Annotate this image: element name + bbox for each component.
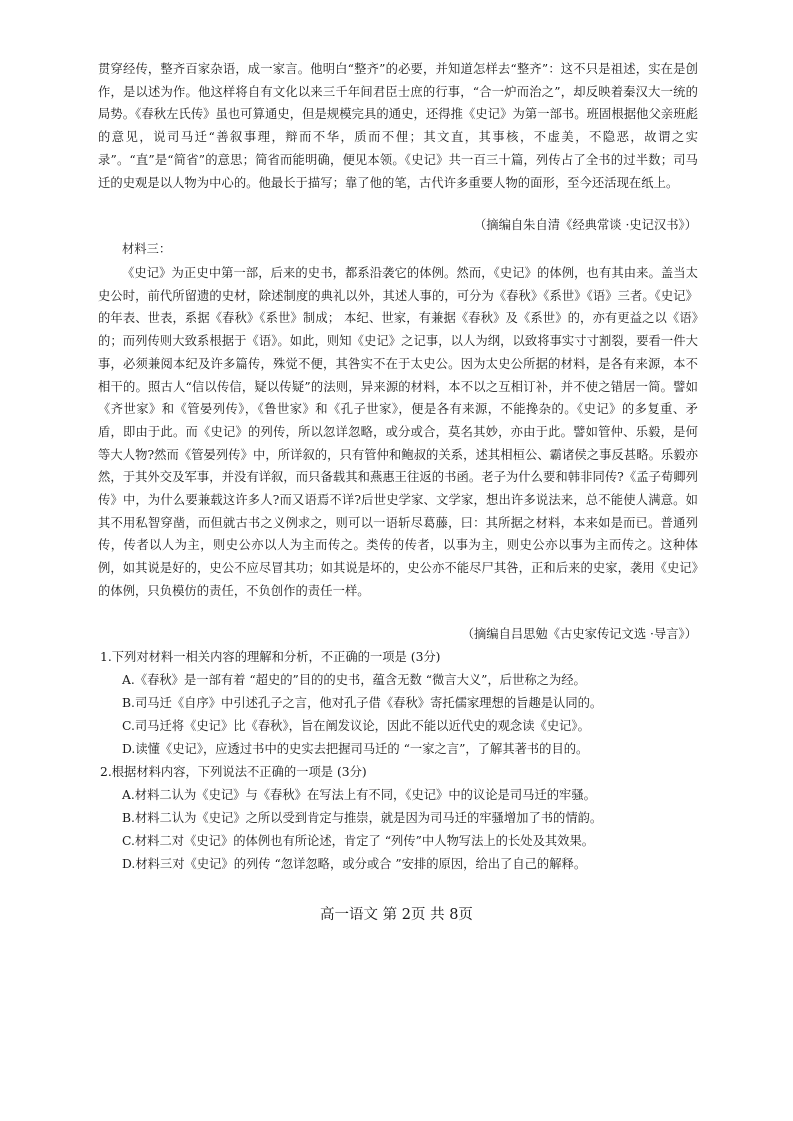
question-1-option-b: B.司马迁《自序》中引述孔子之言，他对孔子借《春秋》寄托儒家理想的旨趣是认同的。: [122, 696, 603, 710]
question-2-option-b: B.材料二认为《史记》之所以受到肯定与推崇，就是因为司马迁的牢骚增加了书的情韵。: [122, 811, 603, 825]
question-1-option-c: C.司马迁将《史记》比《春秋》，旨在阐发议论，因此不能以近代史的观念读《史记》。: [122, 719, 590, 733]
material3-source: （摘编自吕思勉《古史家传记文选 ·导言》）: [461, 627, 697, 641]
question-1-option-a: A.《春秋》是一部有着 “超史的”目的的史书，蕴含无数 “微言大义”，后世称之为经。: [122, 673, 586, 687]
question-2-option-c: C.材料二对《史记》的体例也有所论述，肯定了 “列传”中人物写法上的长处及其效果。: [122, 834, 595, 848]
question-1-option-d: D.读懂《史记》，应透过书中的史实去把握司马迁的 “一家之言”，了解其著书的目的。: [122, 742, 589, 756]
question-2-option-d: D.材料三对《史记》的列传 “忽详忽略，或分或合 ”安排的原因，给出了自己的解释。: [122, 857, 587, 871]
page-footer: 高一语文 第 2页 共 8页: [320, 907, 473, 923]
material2-source: （摘编自朱自清《经典常谈 ·史记汉书》）: [473, 218, 697, 232]
material2-paragraph-end: 贯穿经传，整齐百家杂语，成一家言。他明白“整齐”的必要，并知道怎样去“整齐”：这不只是祖述，实在是创作，是以述为作。他这样将自有文化以来三千年间君臣士庶的行事，“合一炉而治之”，却反映着秦汉大一统的局势。《春秋左氏传》虽也可算通史，但是规模完具的通史，还得推《史记》为第一部书。班固根据他父亲班彪的意见，说司马迁“善叙事理，辩而不华，质而不俚；其文直，其事核，不虚美，不隐恶，故谓之实录”。“直”是“简省”的意思；简省而能明确，便见本领。《史记》共一百三十篇，列传占了全书的过半数；司马迁的史观是以人物为中心的。他最长于描写；靠了他的笔，古代许多重要人物的面形，至今还活现在纸上。: [98, 62, 698, 190]
question-2-stem: 2.根据材料内容，下列说法不正确的一项是 (3分): [100, 765, 367, 779]
material3-heading: 材料三：: [122, 242, 172, 256]
material3-paragraph: 《史记》为正史中第一部，后来的史书，都系沿袭它的体例。然而，《史记》的体例，也有其由来。盖当太史公时，前代所留遗的史材，除述制度的典礼以外，其述人事的，可分为《春秋》《系世》《语》三者。《史记》的年表、世表，系据《春秋》《系世》制成； 本纪、世家，有兼据《春秋》及《系世》的，亦有更益之以《语》的；而列传则大致系根据于《语》。如此，则知《史记》之记事，以人为纲，以致将事实寸寸割裂，要看一件大事，必须兼阅本纪及许多篇传，殊觉不便，其咎实不在于太史公。因为太史公所据的材料，是各有来源，本不相干的。照古人“信以传信，疑以传疑”的法则，异来源的材料，本不以之互相订补，并不使之错居一简。譬如《齐世家》和《管晏列传》，《鲁世家》和《孔子世家》，便是各有来源，不能搀杂的。《史记》的多复重、矛盾，即由于此。而《史记》的列传，所以忽详忽略，或分或合，莫名其妙，亦由于此。譬如管仲、乐毅，是何等大人物?然而《管晏列传》中，所详叙的，只有管仲和鲍叔的关系，述其相桓公、霸诸侯之事反甚略。乐毅亦然，于其外交及军事，并没有详叙，而只备载其和燕惠王往返的书函。老子为什么要和韩非同传?《孟子荀卿列传》中，为什么要兼载这许多人?而又语焉不详?后世史学家、文学家，想出许多说法来，总不能使人满意。如其不用私智穿凿，而但就古书之义例求之，则可以一语斩尽葛藤，曰：其所据之材料，本来如是而已。普通列传，传者以人为主，则史公亦以人为主而传之。类传的传者，以事为主，则史公亦以事为主而传之。这种体例，如其说是好的，史公不应尽冒其功；如其说是坏的，史公亦不能尽尸其咎，正和后来的史家，袭用《史记》的体例，只负模仿的责任，不负创作的责任一样。: [98, 266, 698, 598]
question-1-stem: 1.下列对材料一相关内容的理解和分析，不正确的一项是 (3分): [100, 650, 441, 664]
question-2-option-a: A.材料二认为《史记》与《春秋》在写法上有不同，《史记》中的议论是司马迁的牢骚。: [122, 788, 596, 802]
